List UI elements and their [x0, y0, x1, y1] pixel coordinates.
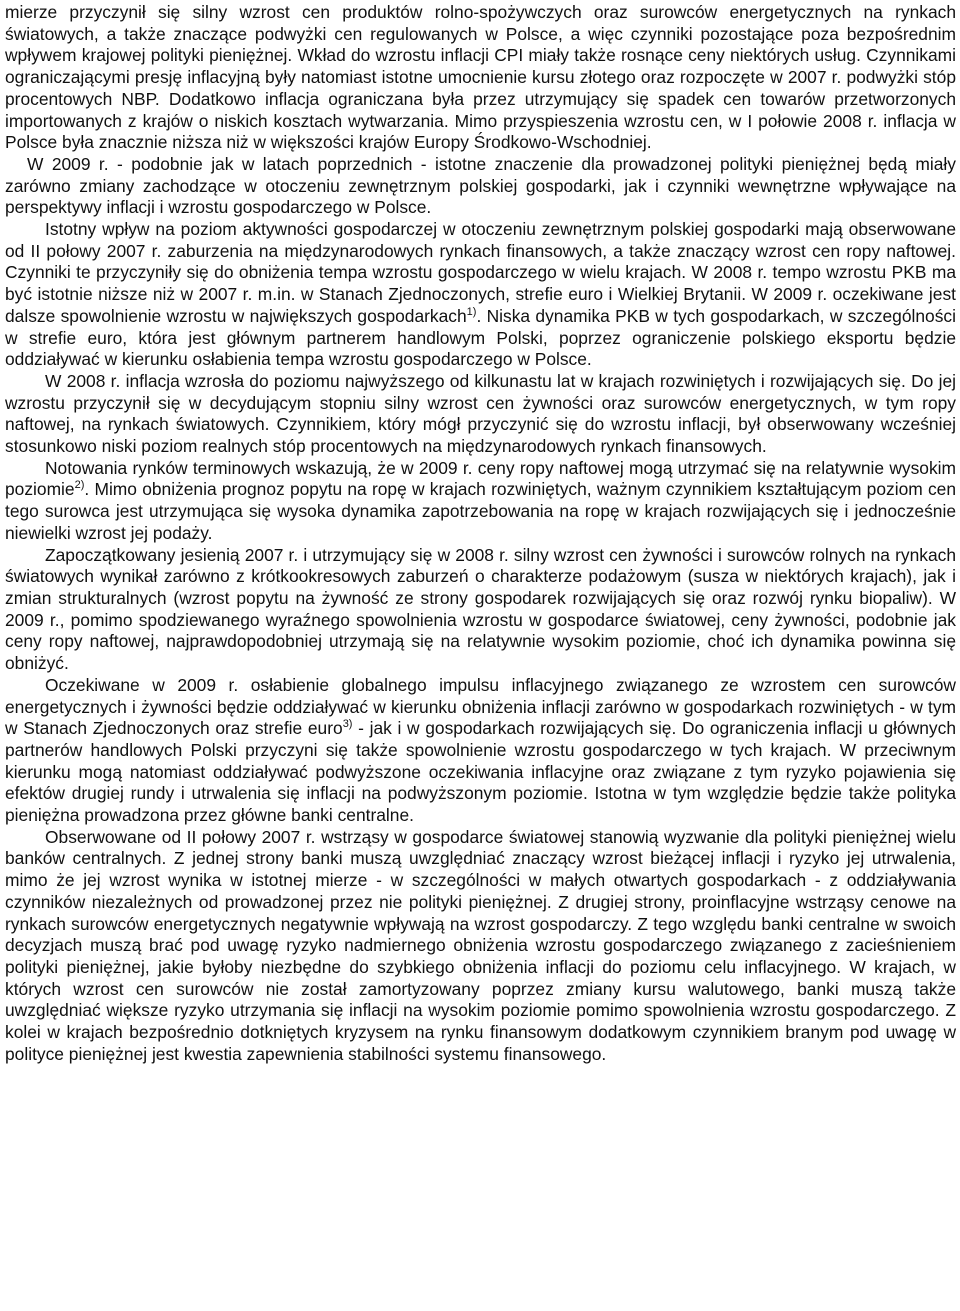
- paragraph-8: [5, 827, 956, 1066]
- paragraph-text: mierze przyczynił się silny wzrost cen produktów rolno-spożywczych oraz surowców energetycznych na rynkach światowych, a także znaczące podwyżki cen regulowanych w Polsce, a więc czynniki pozostające poza bezpośrednim wpływem krajowej polityki pieniężnej. Wkład do wzrostu inflacji CPI miały także rosnące ceny niektórych usług. Czynnikami ograniczającymi presję inflacyjną były natomiast istotne umocnienie kursu złotego oraz rozpoczęte w 2007 r. podwyżki stóp procentowych NBP. Dodatkowo inflacja ograniczana była przez utrzymujący się spadek cen towarów przetworzonych importowanych z krajów o niskich kosztach wytwarzania. Mimo przyspieszenia wzrostu cen, w I połowie 2008 r. inflacja w Polsce była znacznie niższa niż w większości krajów Europy Środkowo-Wschodniej.: [5, 2, 956, 153]
- paragraph-text: W 2008 r. inflacja wzrosła do poziomu najwyższego od kilkunastu lat w krajach rozwiniętych i rozwijających się. Do jej wzrostu przyczynił się w decydującym stopniu silny wzrost cen żywności oraz surowców energetycznych, w tym ropy naftowej, na rynkach światowych. Czynnikiem, który mógł przyczynić się do wzrostu inflacji, był obserwowany wcześniej stosunkowo niski poziom realnych stóp procentowych na międzynarodowych rynkach finansowych.: [5, 370, 956, 457]
- paragraph-1: [5, 2, 956, 154]
- paragraph-text: W 2009 r. - podobnie jak w latach poprzednich - istotne znaczenie dla prowadzonej polityki pieniężnej będą miały zarówno zmiany zachodzące w otoczeniu zewnętrznym polskiej gospodarki, jak i czynniki wewnętrzne wpływające na perspektywy inflacji i wzrostu gospodarczego w Polsce.: [5, 153, 956, 218]
- footnote-marker-2: 2): [74, 479, 85, 492]
- paragraph-text: Obserwowane od II połowy 2007 r. wstrząsy w gospodarce światowej stanowią wyzwanie dla polityki pieniężnej wielu banków centralnych. Z jednej strony banki muszą uwzględniać znaczący wzrost bieżącej inflacji i ryzyko jej utrwalenia, mimo że jej wzrost wynika w istotnej mierze - w szczególności w małych otwartych gospodarkach - z oddziaływania czynników niezależnych od prowadzonej przez nie polityki pieniężnej. Z drugiej strony, proinflacyjne wstrząsy cenowe na rynkach surowców energetycznych negatywnie wpływają na wzrost gospodarczy. Z tego względu banki centralne w swoich decyzjach muszą brać pod uwagę ryzyko nadmiernego obniżenia wzrostu gospodarczego związanego z zacieśnieniem polityki pieniężnej, jakie byłoby niezbędne do szybkiego obniżenia inflacji do poziomu celu inflacyjnego. W krajach, w których wzrost cen surowców nie został zamortyzowany poprzez zmiany kursu walutowego, banki muszą także uwzględniać większe ryzyko utrzymania się inflacji na wysokim poziomie pomimo spowolnienia wzrostu gospodarczego. Z kolei w krajach bezpośrednio dotkniętych kryzysem na rynku finansowym dodatkowym czynnikiem branym pod uwagę w polityce pieniężnej jest kwestia zapewnienia stabilności systemu finansowego.: [5, 826, 956, 1064]
- paragraph-text: Istotny wpływ na poziom aktywności gospodarczej w otoczeniu zewnętrznym polskiej gospodarki mają obserwowane od II połowy 2007 r. zaburzenia na międzynarodowych rynkach finansowych, a także znaczący wzrost cen ropy naftowej. Czynniki te przyczyniły się do obniżenia tempa wzrostu gospodarczego w wielu krajach. W 2008 r. tempo wzrostu PKB ma być istotnie niższe niż w 2007 r. m.in. w Stanach Zjednoczonych, strefie euro i Wielkiej Brytanii. W 2009 r. oczekiwane jest dalsze spowolnienie wzrostu w największych gospodarkach: [5, 219, 956, 326]
- paragraph-text: Zapoczątkowany jesienią 2007 r. i utrzymujący się w 2008 r. silny wzrost cen żywności i surowców rolnych na rynkach światowych wynikał zarówno z krótkookresowych zaburzeń o charakterze podażowym (susza w niektórych krajach), jak i zmian strukturalnych (wzrost popytu na żywność ze strony gospodarek rozwijających się oraz rozwój rynku biopaliw). W 2009 r., pomimo spodziewanego wyraźnego spowolnienia wzrostu w gospodarce światowej, ceny żywności, podobnie jak ceny ropy naftowej, najprawdopodobniej utrzymają się na relatywnie wysokim poziomie, choć ich dynamika powinna się obniżyć.: [5, 544, 956, 674]
- paragraph-text: Notowania rynków terminowych wskazują, że w 2009 r. ceny ropy naftowej mogą utrzymać się na relatywnie wysokim poziomie: [5, 457, 956, 500]
- footnote-marker-1: 1): [466, 306, 477, 319]
- paragraph-5: [5, 458, 956, 545]
- footnote-marker-3: 3): [342, 718, 353, 731]
- paragraph-3: [5, 219, 956, 371]
- paragraph-7: [5, 675, 956, 827]
- paragraph-text: - jak i w gospodarkach rozwijających się. Do ograniczenia inflacji u głównych partnerów handlowych Polski przyczyni się także spowolnienie wzrostu gospodarczego w tych krajach. W przeciwnym kierunku mogą natomiast oddziaływać podwyższone oczekiwania inflacyjne oraz związane z tym ryzyko pojawienia się efektów drugiej rundy i utrwalenia się inflacji na podwyższonym poziomie. Istotna w tym względzie będzie także polityka pieniężna prowadzona przez główne banki centralne.: [5, 718, 956, 826]
- paragraph-4: [5, 371, 956, 458]
- paragraph-text: . Niska dynamika PKB w tych gospodarkach, w szczególności w strefie euro, która jest głównym partnerem handlowym Polski, poprzez ograniczenie polskiego eksportu będzie oddziaływać w kierunku osłabienia tempa wzrostu gospodarczego w Polsce.: [5, 305, 956, 370]
- paragraph-2: [5, 154, 956, 219]
- paragraph-6: [5, 545, 956, 675]
- paragraph-text: . Mimo obniżenia prognoz popytu na ropę w krajach rozwiniętych, ważnym czynnikiem kształtującym poziom cen tego surowca jest utrzymująca się wysoka dynamika zapotrzebowania na ropę w krajach rozwijających się i jednocześnie niewielki wzrost jej podaży.: [5, 479, 956, 543]
- paragraph-text: Oczekiwane w 2009 r. osłabienie globalnego impulsu inflacyjnego związanego ze wzrostem cen surowców energetycznych i żywności będzie oddziaływać w kierunku obniżenia inflacji zarówno w gospodarkach rozwiniętych - w tym w Stanach Zjednoczonych oraz strefie euro: [5, 674, 956, 739]
